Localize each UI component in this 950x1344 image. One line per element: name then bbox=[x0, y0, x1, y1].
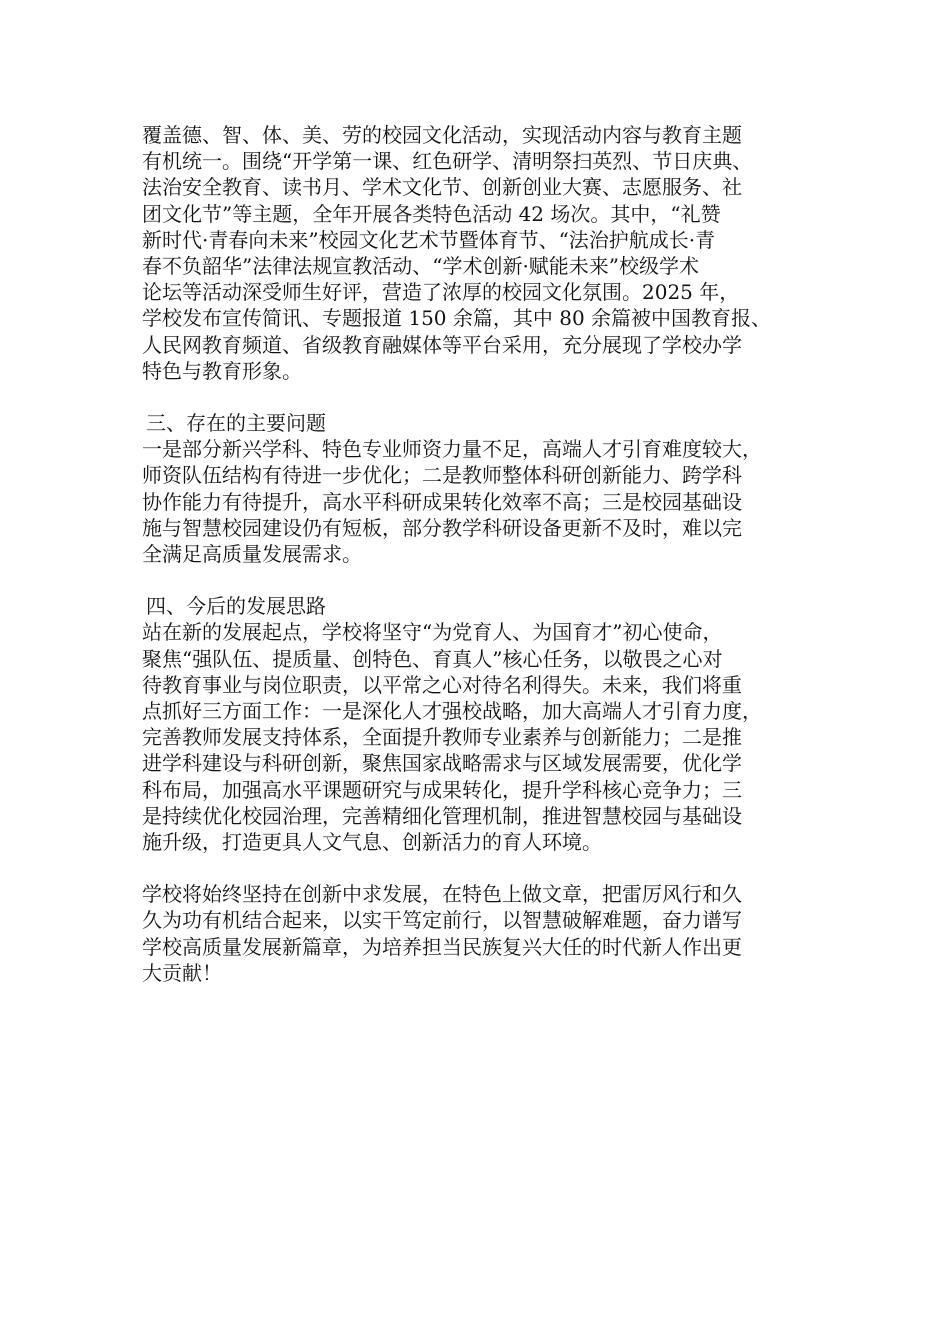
text-line: 聚焦“强队伍、提质量、创特色、育真人”核心任务，以敬畏之心对 bbox=[142, 646, 723, 671]
text-line: 大贡献！ bbox=[142, 960, 222, 985]
text-line: 学校发布宣传简讯、专题报道 150 余篇，其中 80 余篇被中国教育报、 bbox=[142, 306, 772, 331]
text-line: 人民网教育频道、省级教育融媒体等平台采用，充分展现了学校办学 bbox=[142, 332, 742, 357]
text-line: 团文化节”等主题，全年开展各类特色活动 42 场次。其中，“礼赞 bbox=[142, 201, 721, 226]
text-line: 协作能力有待提升，高水平科研成果转化效率不高；三是校园基础设 bbox=[142, 489, 742, 514]
text-line: 全满足高质量发展需求。 bbox=[142, 542, 362, 567]
text-line: 是持续优化校园治理，完善精细化管理机制，推进智慧校园与基础设 bbox=[142, 803, 742, 828]
text-line: 完善教师发展支持体系，全面提升教师专业素养与创新能力；二是推 bbox=[142, 725, 742, 750]
text-line: 久为功有机结合起来，以实干笃定前行，以智慧破解难题，奋力谱写 bbox=[142, 908, 742, 933]
paragraph-spacer bbox=[142, 855, 832, 881]
text-line: 春不负韶华”法律法规宣教活动、“学术创新·赋能未来”校级学术 bbox=[142, 254, 700, 279]
document-body bbox=[142, 122, 832, 986]
paragraph-future-plans bbox=[142, 619, 832, 855]
text-line: 进学科建设与科研创新，聚焦国家战略需求与区域发展需要，优化学 bbox=[142, 751, 742, 776]
text-line: 新时代·青春向未来”校园文化艺术节暨体育节、“法治护航成长·青 bbox=[142, 227, 716, 252]
text-line: 覆盖德、智、体、美、劳的校园文化活动，实现活动内容与教育主题 bbox=[142, 123, 742, 147]
text-line: 师资队伍结构有待进一步优化；二是教师整体科研创新能力、跨学科 bbox=[142, 463, 742, 488]
text-line: 站在新的发展起点，学校将坚守“为党育人、为国育才”初心使命， bbox=[142, 620, 723, 645]
text-line: 科布局，加强高水平课题研究与成果转化，提升学科核心竞争力；三 bbox=[142, 777, 742, 802]
paragraph-spacer bbox=[142, 567, 832, 593]
paragraph-campus-culture bbox=[142, 122, 832, 384]
section-heading-future: 四、今后的发展思路 bbox=[146, 594, 326, 619]
text-line: 学校高质量发展新篇章，为培养担当民族复兴大任的时代新人作出更 bbox=[142, 934, 742, 959]
text-line: 法治安全教育、读书月、学术文化节、创新创业大赛、志愿服务、社 bbox=[142, 175, 742, 200]
text-line: 学校将始终坚持在创新中求发展，在特色上做文章，把雷厉风行和久 bbox=[142, 882, 742, 907]
text-line: 点抓好三方面工作：一是深化人才强校战略，加大高端人才引育力度， bbox=[142, 699, 762, 724]
text-line: 一是部分新兴学科、特色专业师资力量不足，高端人才引育难度较大， bbox=[142, 437, 762, 462]
paragraph-conclusion bbox=[142, 881, 832, 986]
text-line: 有机统一。围绕“开学第一课、红色研学、清明祭扫英烈、节日庆典、 bbox=[142, 149, 753, 174]
paragraph-spacer bbox=[142, 384, 832, 410]
text-line: 施与智慧校园建设仍有短板，部分教学科研设备更新不及时，难以完 bbox=[142, 515, 742, 540]
text-line: 施升级，打造更具人文气息、创新活力的育人环境。 bbox=[142, 830, 602, 855]
text-line: 论坛等活动深受师生好评，营造了浓厚的校园文化氛围。2025 年， bbox=[142, 280, 740, 305]
text-line: 待教育事业与岗位职责，以平常之心对待名利得失。未来，我们将重 bbox=[142, 672, 742, 697]
text-line: 特色与教育形象。 bbox=[142, 358, 302, 383]
paragraph-problems bbox=[142, 436, 832, 567]
section-heading-problems: 三、存在的主要问题 bbox=[146, 411, 326, 436]
